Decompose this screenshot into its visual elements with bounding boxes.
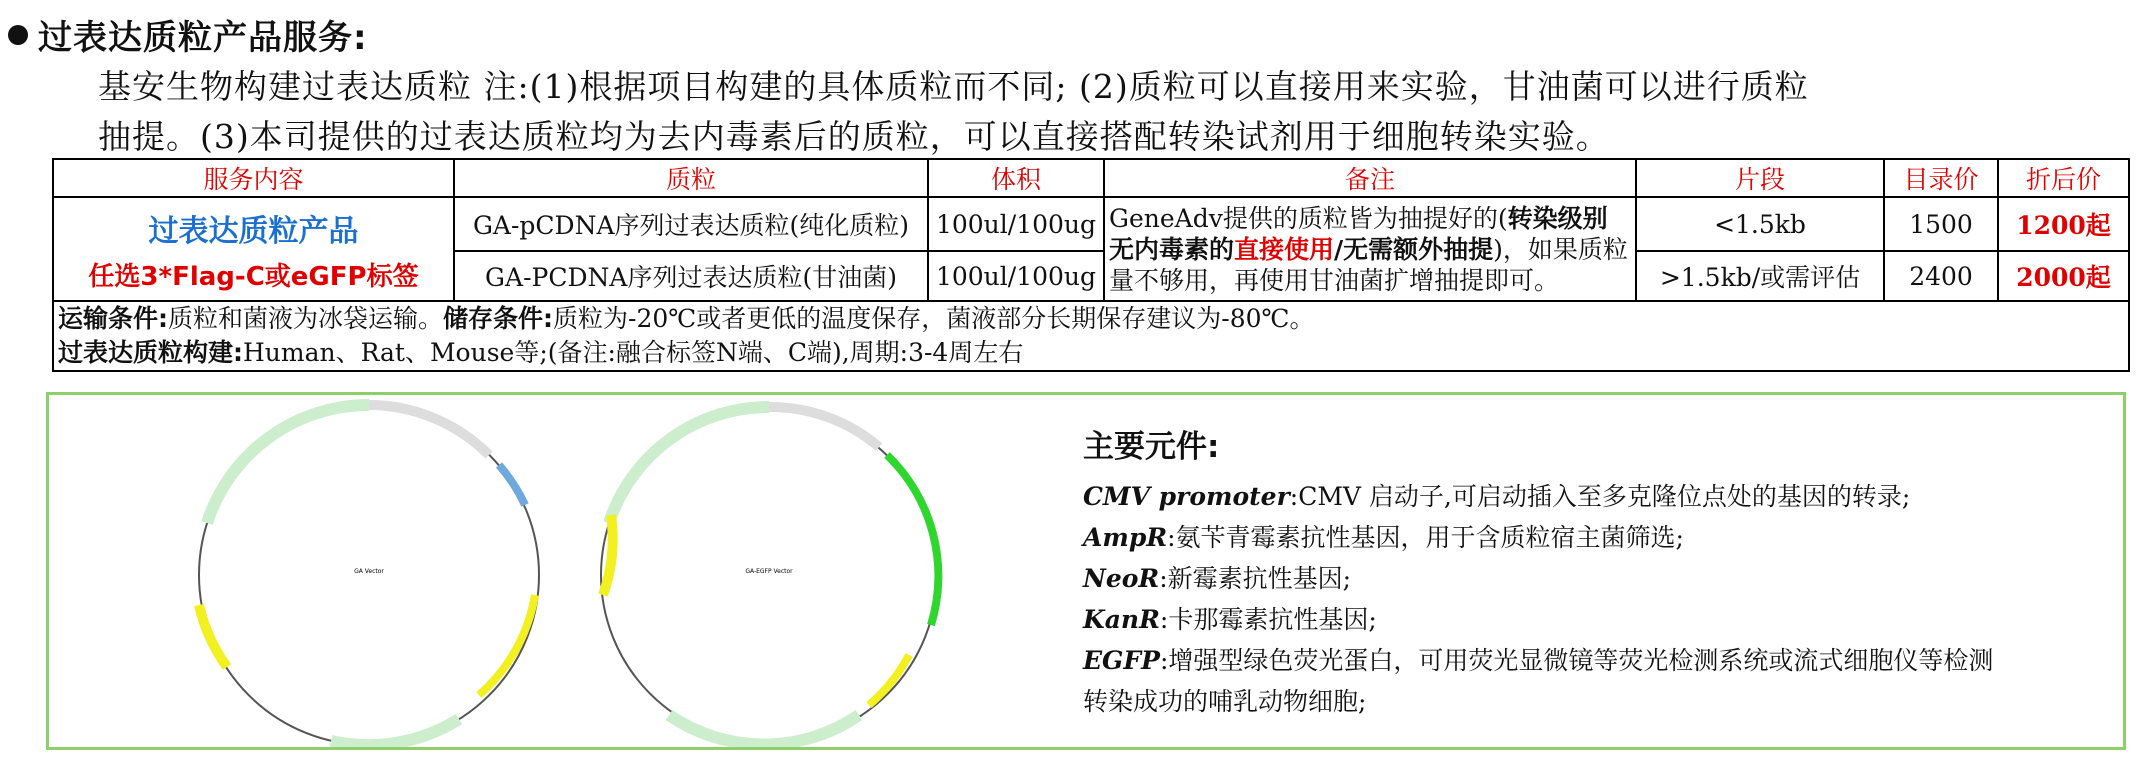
list-price-cell: 2400 bbox=[1884, 251, 1998, 301]
component-name: AmpR bbox=[1083, 523, 1168, 552]
map-feature-cmv bbox=[769, 407, 879, 447]
col-header-note: 备注 bbox=[1104, 159, 1636, 197]
note-bold1: 转染级别无内毒素的 bbox=[1109, 203, 1608, 264]
product-subtitle: 任选3*Flag-C或eGFP标签 bbox=[88, 261, 419, 292]
map-feature-ampr bbox=[207, 405, 369, 523]
discount-price-cell: 1200起 bbox=[1998, 197, 2129, 251]
col-header-service: 服务内容 bbox=[53, 159, 454, 197]
transport-text: 质粒和菌液为冰袋运输。 bbox=[168, 304, 444, 333]
component-name: CMV promoter bbox=[1083, 482, 1290, 511]
construct-label: 过表达质粒构建: bbox=[58, 338, 243, 367]
component-text: :新霉素抗性基因; bbox=[1159, 564, 1352, 593]
col-header-discount-price: 折后价 bbox=[1998, 159, 2129, 197]
intro-text bbox=[98, 62, 2098, 162]
note-red: 直接使用 bbox=[1234, 234, 1335, 264]
map-feature-yellow bbox=[479, 595, 535, 695]
bullet-icon bbox=[8, 25, 28, 45]
discount-price-cell: 2000起 bbox=[1998, 251, 2129, 301]
col-header-volume: 体积 bbox=[928, 159, 1104, 197]
plasmid-map-left bbox=[159, 395, 579, 747]
footer-cell bbox=[53, 301, 2129, 371]
col-header-plasmid: 质粒 bbox=[454, 159, 928, 197]
plasmid-map-right bbox=[569, 395, 989, 747]
component-item-continued: 转染成功的哺乳动物细胞; bbox=[1083, 687, 1367, 716]
transport-label: 运输条件: bbox=[58, 304, 168, 333]
component-name: NeoR bbox=[1083, 564, 1160, 593]
map-feature-neor bbox=[331, 719, 459, 745]
note-part1: GeneAdv提供的质粒皆为抽提好的( bbox=[1109, 203, 1508, 233]
volume-cell: 100ul/100ug bbox=[928, 197, 1104, 251]
map-feature-neor bbox=[669, 715, 859, 744]
component-item bbox=[1083, 640, 2123, 681]
component-name: EGFP bbox=[1083, 646, 1160, 675]
storage-text: 质粒为-20℃或者更低的温度保存，菌液部分长期保存建议为-80℃。 bbox=[553, 304, 1315, 333]
transport-storage-line bbox=[58, 302, 2124, 336]
map-center-label: GA Vector bbox=[354, 568, 384, 575]
product-cell bbox=[53, 197, 454, 301]
table-header-row bbox=[53, 159, 2129, 197]
map-feature-ampr bbox=[609, 407, 769, 523]
component-text: :卡那霉素抗性基因; bbox=[1159, 605, 1377, 634]
map-center-label: GA-EGFP Vector bbox=[745, 568, 793, 575]
note-bold2: /无需额外抽提 bbox=[1334, 234, 1494, 264]
service-table bbox=[52, 158, 2130, 372]
intro-line-2: 抽提。(3)本司提供的过表达质粒均为去内毒素后的质粒，可以直接搭配转染试剂用于细胞转染实验。 bbox=[98, 117, 1610, 156]
component-name: KanR bbox=[1083, 605, 1160, 634]
fragment-cell: >1.5kb/或需评估 bbox=[1636, 251, 1884, 301]
map-feature-yellow bbox=[869, 655, 909, 705]
map-feature-yellow bbox=[199, 605, 227, 667]
components-list bbox=[1083, 421, 2123, 722]
plasmid-panel bbox=[46, 392, 2126, 750]
component-text: :CMV 启动子,可启动插入至多克隆位点处的基因的转录; bbox=[1289, 482, 1911, 511]
col-header-list-price: 目录价 bbox=[1884, 159, 1998, 197]
table-footer-row bbox=[53, 301, 2129, 371]
component-text: :增强型绿色荧光蛋白，可用荧光显微镜等荧光检测系统或流式细胞仪等检测 bbox=[1159, 646, 1994, 675]
volume-cell: 100ul/100ug bbox=[928, 251, 1104, 301]
note-cell bbox=[1104, 197, 1636, 301]
construct-line bbox=[58, 336, 2124, 370]
col-header-fragment: 片段 bbox=[1636, 159, 1884, 197]
map-feature-blue bbox=[499, 465, 525, 505]
product-title: 过表达质粒产品 bbox=[148, 213, 359, 249]
table-row bbox=[53, 197, 2129, 251]
components-title: 主要元件: bbox=[1083, 429, 1220, 465]
map-feature-egfp bbox=[887, 455, 938, 625]
storage-label: 储存条件: bbox=[443, 304, 554, 333]
component-item bbox=[1083, 517, 2123, 558]
intro-line-1: 基安生物构建过表达质粒 注:(1)根据项目构建的具体质粒而不同; (2)质粒可以直接用来实验，甘油菌可以进行质粒 bbox=[98, 67, 1809, 106]
component-item bbox=[1083, 558, 2123, 599]
component-text: :氨苄青霉素抗性基因，用于含质粒宿主菌筛选; bbox=[1167, 523, 1684, 552]
note-part2: )，如果质粒量不够用，再使用甘油菌扩增抽提即可。 bbox=[1109, 234, 1628, 295]
component-item bbox=[1083, 599, 2123, 640]
page-title: 过表达质粒产品服务: bbox=[38, 18, 368, 58]
map-feature-yellow bbox=[603, 515, 613, 595]
section-header bbox=[8, 10, 368, 59]
plasmid-cell: GA-pCDNA序列过表达质粒(纯化质粒) bbox=[454, 197, 928, 251]
construct-text: Human、Rat、Mouse等;(备注:融合标签N端、C端),周期:3-4周左右 bbox=[243, 338, 1024, 367]
map-feature-cmv bbox=[369, 405, 489, 455]
component-item bbox=[1083, 476, 2123, 517]
fragment-cell: <1.5kb bbox=[1636, 197, 1884, 251]
plasmid-cell: GA-PCDNA序列过表达质粒(甘油菌) bbox=[454, 251, 928, 301]
list-price-cell: 1500 bbox=[1884, 197, 1998, 251]
